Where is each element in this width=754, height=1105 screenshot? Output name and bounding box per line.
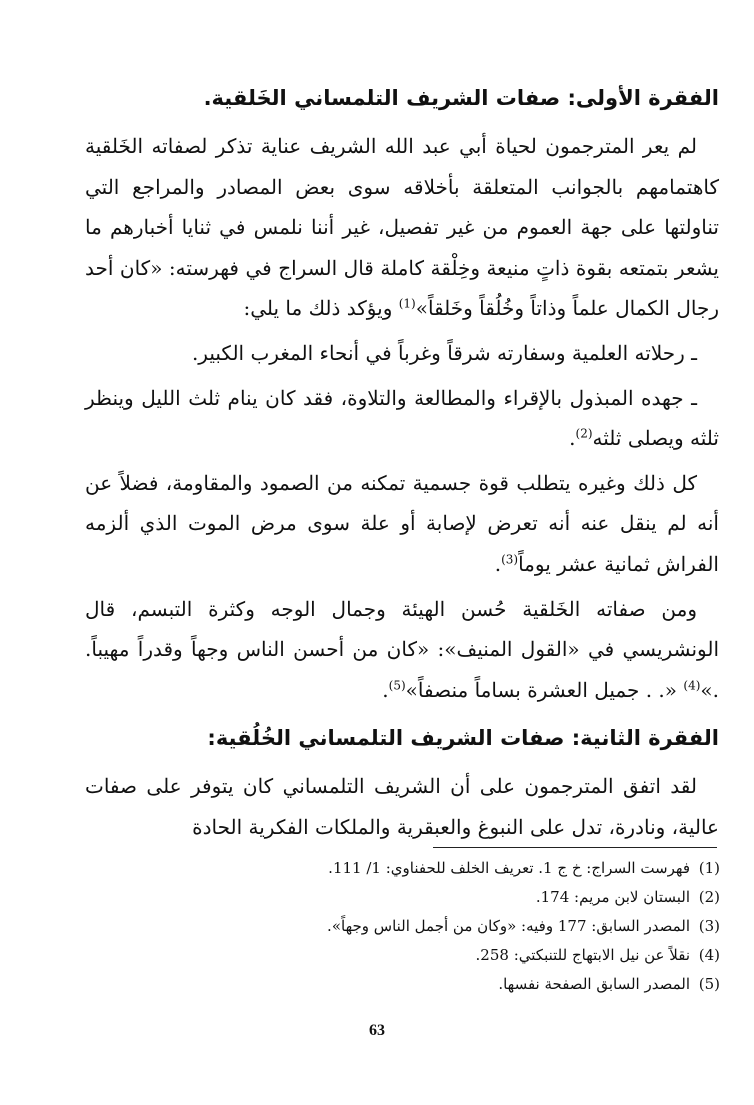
- section1-heading: الفقرة الأولى: صفات الشريف التلمساني الخَلقية.: [203, 86, 719, 110]
- footnote-item: [200, 854, 720, 883]
- footnote-number: (1): [698, 859, 720, 877]
- section1-paragraph-2: [85, 463, 719, 585]
- footnote-item: [200, 912, 720, 941]
- paragraph-text-tail: ويؤكد ذلك ما يلي:: [243, 296, 399, 321]
- footnote-ref-5: (5): [388, 678, 406, 693]
- paragraph-text: لم يعر المترجمون لحياة أبي عبد الله الشريف عناية تذكر لصفاته الخَلقية كاهتمامهم بالجوانب المتعلقة بأخلاقه سوى بعض المصادر والمراجع التي تناولتها على جهة العموم من غير تفصيل، غير أننا نلمس في ثنايا أخبارهم ما يشعر بتمتعه بقوة ذاتٍ منيعة وخِلْقة كاملة قال السراج في فهرسته: «كان أحد رجال الكمال علماً وذاتاً وخُلُقاً وخَلقاً»: [85, 134, 719, 321]
- section2-paragraph-1: لقد اتفق المترجمون على أن الشريف التلمساني كان يتوفر على صفات عالية، ونادرة، تدل على النبوغ والعبقرية والملكات الفكرية الحادة: [85, 774, 719, 839]
- bullet-text-tail: .: [569, 426, 576, 451]
- footnote-ref-1: (1): [398, 296, 416, 311]
- footnote-ref-2: (2): [575, 426, 593, 441]
- section2-heading: الفقرة الثانية: صفات الشريف التلمساني الخُلُقية:: [207, 726, 719, 751]
- bullet-effort: [85, 378, 719, 459]
- footnote-ref-3: (3): [501, 552, 519, 567]
- section1-paragraph-1: [85, 126, 719, 329]
- footnote-text: المصدر السابق: 177 وفيه: «وكان من أجمل الناس وجهاً».: [327, 917, 690, 935]
- section1-paragraph-3: [85, 589, 719, 711]
- footnote-item: [200, 883, 720, 912]
- footnote-text: نقلاً عن نيل الابتهاج للتنبكتي: 258.: [475, 946, 690, 964]
- footnote-number: (2): [698, 888, 720, 906]
- footnote-divider: [433, 847, 717, 848]
- bullet-travels: ـ رحلاته العلمية وسفارته شرقاً وغرباً في أنحاء المغرب الكبير.: [191, 340, 697, 365]
- paragraph-text-tail: .: [494, 551, 502, 576]
- footnote-text: فهرست السراج: خ ج 1. تعريف الخلف للحفناوي: 1/ 111.: [328, 859, 690, 877]
- page-body: [85, 78, 719, 852]
- paragraph-text-tail: .: [382, 677, 389, 702]
- footnote-text: البستان لابن مريم: 174.: [535, 888, 690, 906]
- page-number: 63: [369, 1022, 385, 1039]
- footnote-item: [200, 941, 720, 970]
- bullet-text: ـ جهده المبذول بالإقراء والمطالعة والتلاوة، فقد كان ينام ثلث الليل وينظر ثلثه ويصلى ثلثه: [85, 385, 719, 451]
- footnote-ref-4: (4): [683, 678, 701, 693]
- footnote-item: [200, 970, 720, 999]
- footnote-number: (4): [698, 946, 720, 964]
- footnote-text: المصدر السابق الصفحة نفسها.: [498, 975, 690, 993]
- paragraph-text: ومن صفاته الخَلقية حُسن الهيئة وجمال الوجه وكثرة التبسم، قال الونشريسي في «القول المنيف»: «كان من أحسن الناس وجهاً وقدراً مهيباً. .»: [85, 596, 719, 702]
- footnote-number: (3): [698, 917, 720, 935]
- paragraph-text-mid: «. . جميل العشرة بساماً منصفاً»: [405, 677, 684, 702]
- paragraph-text: كل ذلك وغيره يتطلب قوة جسمية تمكنه من الصمود والمقاومة، فضلاً عن أنه لم ينقل عنه أنه تعرض لإصابة أو علة سوى مرض الموت الذي ألزمه الفراش ثمانية عشر يوماً: [85, 470, 719, 576]
- footnote-number: (5): [698, 975, 720, 993]
- footnotes: [200, 854, 720, 999]
